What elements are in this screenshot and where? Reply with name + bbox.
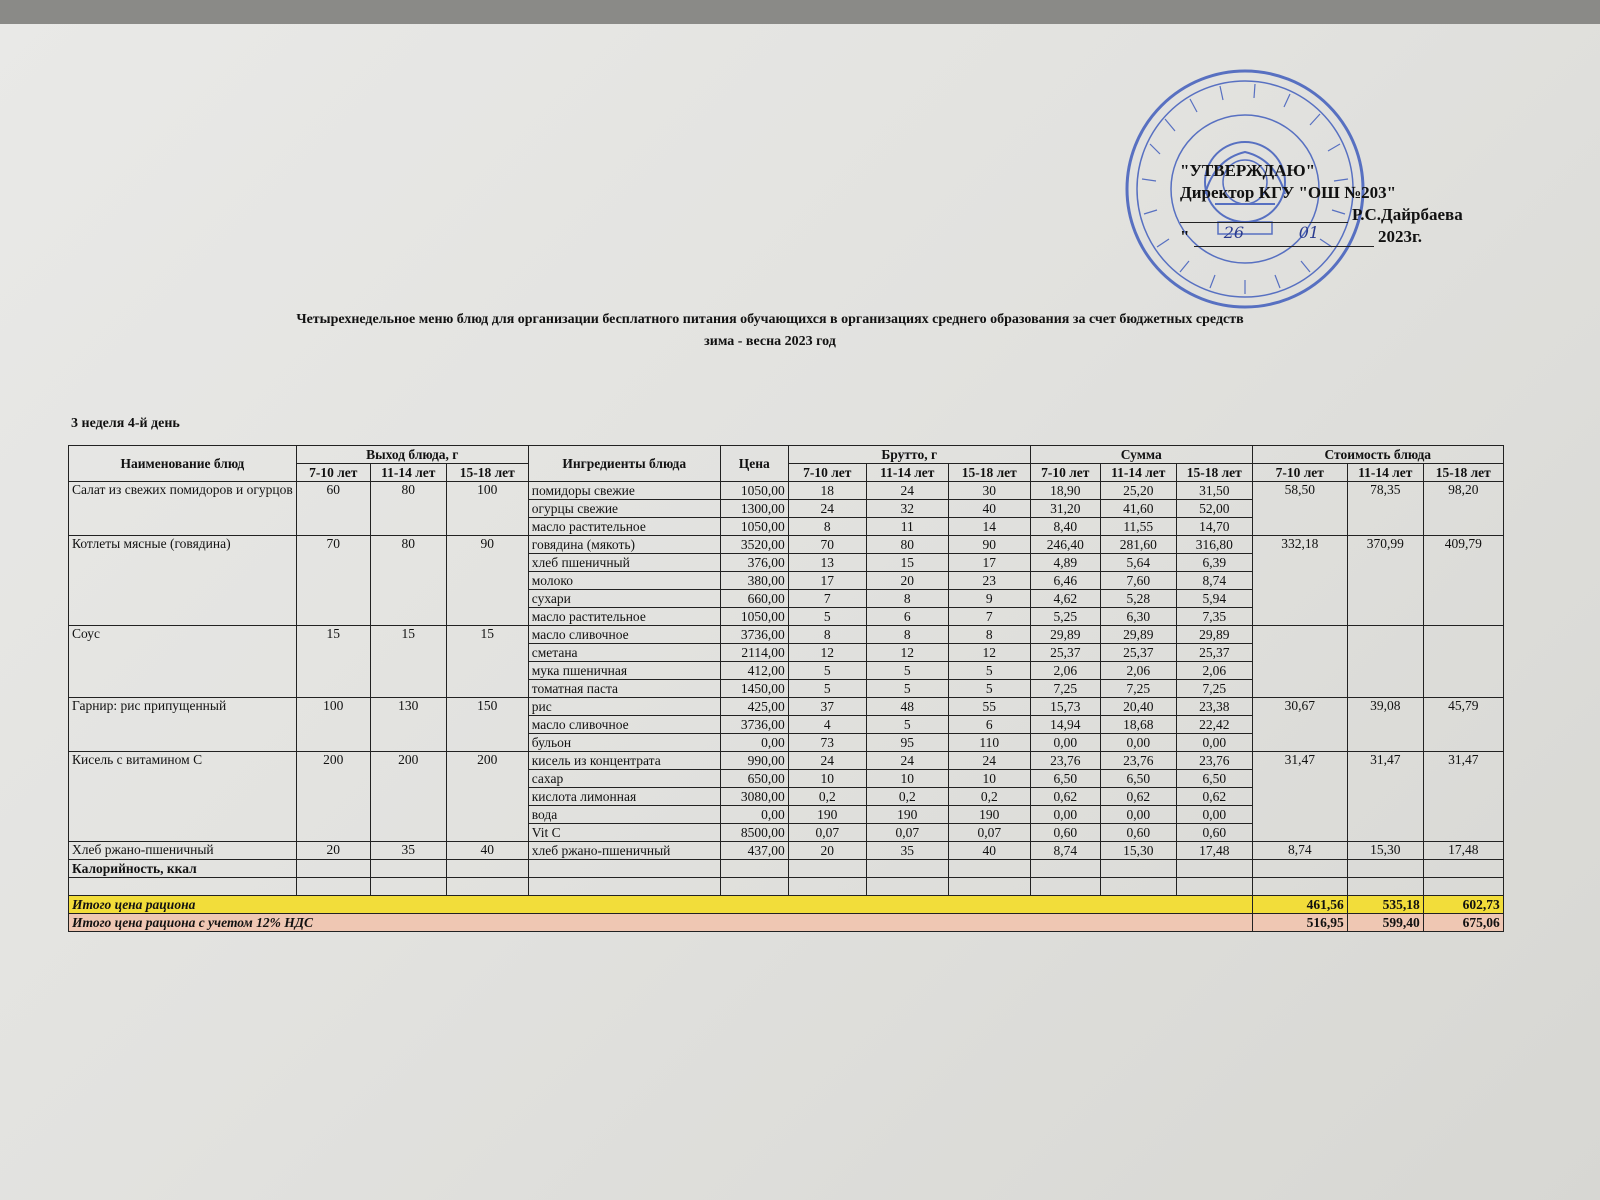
dish-output: 70 [296, 536, 370, 626]
week-day-label: 3 неделя 4-й день [71, 416, 180, 431]
empty-cell [1252, 878, 1347, 896]
ingredient-gross: 24 [788, 752, 866, 770]
ingredient-name: масло растительное [528, 518, 720, 536]
empty-cell [370, 878, 446, 896]
ingredient-gross: 10 [788, 770, 866, 788]
ingredient-sum: 5,94 [1176, 590, 1252, 608]
ingredient-price: 3080,00 [720, 788, 788, 806]
spacer-row [69, 878, 1504, 896]
ingredient-gross: 11 [866, 518, 948, 536]
ingredient-gross: 40 [948, 842, 1030, 860]
ingredient-sum: 14,94 [1030, 716, 1100, 734]
empty-cell [296, 860, 370, 878]
ingredient-sum: 25,37 [1030, 644, 1100, 662]
table-row [69, 536, 1504, 554]
total-value: 599,40 [1347, 914, 1423, 932]
empty-cell [1423, 878, 1503, 896]
header-price: Цена [720, 446, 788, 482]
ingredient-gross: 37 [788, 698, 866, 716]
ingredient-gross: 0,2 [866, 788, 948, 806]
ingredient-price: 437,00 [720, 842, 788, 860]
ingredient-sum: 8,40 [1030, 518, 1100, 536]
dish-cost: 58,50 [1252, 482, 1347, 536]
ingredient-gross: 35 [866, 842, 948, 860]
dish-cost: 370,99 [1347, 536, 1423, 626]
ingredient-sum: 0,62 [1030, 788, 1100, 806]
empty-cell [528, 860, 720, 878]
empty-cell [1030, 878, 1100, 896]
ingredient-sum: 2,06 [1100, 662, 1176, 680]
ingredient-sum: 7,25 [1100, 680, 1176, 698]
ingredient-name: сметана [528, 644, 720, 662]
dish-output: 200 [296, 752, 370, 842]
dish-output: 60 [296, 482, 370, 536]
approval-director: Директор КГУ "ОШ №203" [1180, 183, 1397, 202]
ingredient-sum: 25,37 [1176, 644, 1252, 662]
ingredient-gross: 24 [866, 482, 948, 500]
ingredient-gross: 90 [948, 536, 1030, 554]
header-age3: 15-18 лет [446, 464, 528, 482]
empty-cell [1100, 878, 1176, 896]
ingredient-sum: 18,68 [1100, 716, 1176, 734]
dish-output: 15 [446, 626, 528, 698]
dish-cost [1347, 626, 1423, 698]
ingredient-gross: 4 [788, 716, 866, 734]
ingredient-gross: 0,07 [866, 824, 948, 842]
ingredient-gross: 0,2 [788, 788, 866, 806]
table-row [69, 482, 1504, 500]
ingredient-gross: 48 [866, 698, 948, 716]
ingredient-price: 990,00 [720, 752, 788, 770]
ingredient-gross: 10 [948, 770, 1030, 788]
ingredient-gross: 190 [866, 806, 948, 824]
ingredient-sum: 7,35 [1176, 608, 1252, 626]
dish-cost: 30,67 [1252, 698, 1347, 752]
dish-output: 100 [296, 698, 370, 752]
ingredient-sum: 0,60 [1100, 824, 1176, 842]
ingredient-price: 3520,00 [720, 536, 788, 554]
ingredient-gross: 12 [866, 644, 948, 662]
ingredient-sum: 0,60 [1176, 824, 1252, 842]
signature-line [1180, 222, 1348, 223]
ingredient-sum: 8,74 [1030, 842, 1100, 860]
ingredient-name: масло сливочное [528, 626, 720, 644]
ingredient-sum: 0,00 [1100, 806, 1176, 824]
dish-cost: 17,48 [1423, 842, 1503, 860]
dish-cost: 39,08 [1347, 698, 1423, 752]
header-age3: 15-18 лет [1423, 464, 1503, 482]
dish-name: Салат из свежих помидоров и огурцов [69, 482, 297, 536]
table-row [69, 698, 1504, 716]
calories-row [69, 860, 1504, 878]
ingredient-gross: 5 [788, 608, 866, 626]
ingredient-sum: 7,25 [1176, 680, 1252, 698]
header-gross: Брутто, г [788, 446, 1030, 464]
ingredient-gross: 8 [788, 626, 866, 644]
empty-cell [296, 878, 370, 896]
ingredient-sum: 6,46 [1030, 572, 1100, 590]
ingredient-gross: 80 [866, 536, 948, 554]
document-title [170, 309, 1370, 353]
header-age3: 15-18 лет [948, 464, 1030, 482]
ingredient-sum: 14,70 [1176, 518, 1252, 536]
ingredient-sum: 2,06 [1176, 662, 1252, 680]
empty-cell [788, 878, 866, 896]
ingredient-gross: 190 [948, 806, 1030, 824]
document-sheet [0, 24, 1600, 1200]
ingredient-gross: 55 [948, 698, 1030, 716]
table-row [69, 842, 1504, 860]
empty-cell [1252, 860, 1347, 878]
ingredient-sum: 6,50 [1100, 770, 1176, 788]
ingredient-gross: 7 [788, 590, 866, 608]
ingredient-sum: 5,28 [1100, 590, 1176, 608]
dish-output: 80 [370, 536, 446, 626]
ingredient-sum: 20,40 [1100, 698, 1176, 716]
ingredient-price: 2114,00 [720, 644, 788, 662]
header-age2: 11-14 лет [1100, 464, 1176, 482]
ingredient-sum: 29,89 [1100, 626, 1176, 644]
ingredient-sum: 23,38 [1176, 698, 1252, 716]
header-age1: 7-10 лет [1030, 464, 1100, 482]
total-value: 602,73 [1423, 896, 1503, 914]
empty-cell [866, 878, 948, 896]
ingredient-gross: 9 [948, 590, 1030, 608]
dish-output: 35 [370, 842, 446, 860]
dish-cost: 78,35 [1347, 482, 1423, 536]
ingredient-name: говядина (мякоть) [528, 536, 720, 554]
header-age1: 7-10 лет [788, 464, 866, 482]
dish-cost: 31,47 [1347, 752, 1423, 842]
ingredient-name: вода [528, 806, 720, 824]
ingredient-sum: 316,80 [1176, 536, 1252, 554]
approval-name: Р.С.Дайрбаева [1352, 205, 1463, 224]
ingredient-name: сахар [528, 770, 720, 788]
ingredient-sum: 29,89 [1030, 626, 1100, 644]
total-value: 461,56 [1252, 896, 1347, 914]
ingredient-gross: 17 [948, 554, 1030, 572]
header-cost: Стоимость блюда [1252, 446, 1503, 464]
dish-name: Гарнир: рис припущенный [69, 698, 297, 752]
ingredient-gross: 8 [948, 626, 1030, 644]
ingredient-sum: 31,50 [1176, 482, 1252, 500]
ingredient-sum: 0,00 [1176, 806, 1252, 824]
ingredient-sum: 15,30 [1100, 842, 1176, 860]
date-quote: " [1180, 227, 1190, 246]
ingredient-price: 1050,00 [720, 608, 788, 626]
ingredient-sum: 15,73 [1030, 698, 1100, 716]
header-age1: 7-10 лет [296, 464, 370, 482]
ingredient-gross: 30 [948, 482, 1030, 500]
ingredient-sum: 0,62 [1100, 788, 1176, 806]
dish-cost: 409,79 [1423, 536, 1503, 626]
ingredient-price: 1450,00 [720, 680, 788, 698]
ingredient-name: масло растительное [528, 608, 720, 626]
empty-cell [69, 878, 297, 896]
ingredient-price: 8500,00 [720, 824, 788, 842]
ingredient-gross: 20 [788, 842, 866, 860]
empty-cell [446, 860, 528, 878]
ingredient-sum: 41,60 [1100, 500, 1176, 518]
header-sum: Сумма [1030, 446, 1252, 464]
ingredient-sum: 5,64 [1100, 554, 1176, 572]
ingredient-sum: 25,20 [1100, 482, 1176, 500]
ingredient-gross: 24 [788, 500, 866, 518]
empty-cell [948, 878, 1030, 896]
ingredient-sum: 31,20 [1030, 500, 1100, 518]
ingredient-gross: 5 [866, 680, 948, 698]
ingredient-price: 0,00 [720, 734, 788, 752]
ingredient-price: 1050,00 [720, 518, 788, 536]
ingredient-gross: 12 [788, 644, 866, 662]
header-dish: Наименование блюд [69, 446, 297, 482]
ingredient-sum: 23,76 [1100, 752, 1176, 770]
ingredient-gross: 5 [788, 662, 866, 680]
ingredient-gross: 7 [948, 608, 1030, 626]
ingredient-gross: 8 [866, 626, 948, 644]
ingredient-price: 376,00 [720, 554, 788, 572]
dish-output: 200 [370, 752, 446, 842]
dish-name: Хлеб ржано-пшеничный [69, 842, 297, 860]
ingredient-gross: 20 [866, 572, 948, 590]
ingredient-gross: 0,07 [948, 824, 1030, 842]
empty-cell [866, 860, 948, 878]
ingredient-gross: 110 [948, 734, 1030, 752]
dish-cost: 31,47 [1252, 752, 1347, 842]
dish-output: 15 [296, 626, 370, 698]
menu-table [68, 445, 1504, 932]
header-age3: 15-18 лет [1176, 464, 1252, 482]
header-age2: 11-14 лет [1347, 464, 1423, 482]
dish-name: Соус [69, 626, 297, 698]
ingredient-gross: 8 [866, 590, 948, 608]
ingredient-price: 1300,00 [720, 500, 788, 518]
dish-output: 150 [446, 698, 528, 752]
ingredient-name: томатная паста [528, 680, 720, 698]
ingredient-gross: 5 [788, 680, 866, 698]
ingredient-price: 650,00 [720, 770, 788, 788]
ingredient-sum: 0,60 [1030, 824, 1100, 842]
ingredient-gross: 24 [866, 752, 948, 770]
ingredient-sum: 4,62 [1030, 590, 1100, 608]
empty-cell [1423, 860, 1503, 878]
ingredient-sum: 23,76 [1176, 752, 1252, 770]
empty-cell [1347, 860, 1423, 878]
dish-output: 130 [370, 698, 446, 752]
ingredient-gross: 5 [866, 662, 948, 680]
dish-cost: 15,30 [1347, 842, 1423, 860]
ingredient-gross: 190 [788, 806, 866, 824]
approval-heading: "УТВЕРЖДАЮ" [1180, 161, 1316, 180]
ingredient-gross: 10 [866, 770, 948, 788]
ingredient-name: рис [528, 698, 720, 716]
dish-output: 20 [296, 842, 370, 860]
table-row [69, 626, 1504, 644]
dish-output: 100 [446, 482, 528, 536]
approval-date [1180, 222, 1423, 248]
empty-cell [528, 878, 720, 896]
ingredient-name: кисель из концентрата [528, 752, 720, 770]
ingredient-gross: 0,07 [788, 824, 866, 842]
ingredient-sum: 52,00 [1176, 500, 1252, 518]
ingredient-name: помидоры свежие [528, 482, 720, 500]
ingredient-gross: 32 [866, 500, 948, 518]
ingredient-name: мука пшеничная [528, 662, 720, 680]
ingredient-name: молоко [528, 572, 720, 590]
ingredient-name: масло сливочное [528, 716, 720, 734]
ingredient-price: 660,00 [720, 590, 788, 608]
ingredient-gross: 0,2 [948, 788, 1030, 806]
dish-output: 80 [370, 482, 446, 536]
ingredient-name: огурцы свежие [528, 500, 720, 518]
handwritten-month: 01 [1298, 222, 1320, 242]
total-label: Итого цена рациона [69, 896, 1253, 914]
header-age2: 11-14 лет [370, 464, 446, 482]
ingredient-gross: 6 [866, 608, 948, 626]
ingredient-gross: 12 [948, 644, 1030, 662]
ingredient-gross: 13 [788, 554, 866, 572]
dish-cost: 98,20 [1423, 482, 1503, 536]
ingredient-sum: 6,50 [1030, 770, 1100, 788]
ingredient-price: 380,00 [720, 572, 788, 590]
empty-cell [720, 878, 788, 896]
empty-cell [446, 878, 528, 896]
ingredient-name: хлеб ржано-пшеничный [528, 842, 720, 860]
handwritten-day: 26 [1223, 222, 1245, 242]
dish-cost: 31,47 [1423, 752, 1503, 842]
ingredient-name: бульон [528, 734, 720, 752]
ingredient-price: 3736,00 [720, 716, 788, 734]
empty-cell [1030, 860, 1100, 878]
empty-cell [1176, 878, 1252, 896]
ingredient-gross: 24 [948, 752, 1030, 770]
ingredient-gross: 14 [948, 518, 1030, 536]
ingredient-gross: 5 [948, 680, 1030, 698]
total-value: 535,18 [1347, 896, 1423, 914]
date-year: 2023г. [1377, 227, 1423, 246]
title-line-1: Четырехнедельное меню блюд для организации бесплатного питания обучающихся в организациях среднего образования за счет бюджетных средств [296, 312, 1244, 327]
ingredient-sum: 0,00 [1030, 734, 1100, 752]
ingredient-sum: 2,06 [1030, 662, 1100, 680]
calories-label: Калорийность, ккал [69, 860, 297, 878]
dish-cost: 332,18 [1252, 536, 1347, 626]
ingredient-gross: 73 [788, 734, 866, 752]
ingredient-gross: 15 [866, 554, 948, 572]
empty-cell [720, 860, 788, 878]
ingredient-sum: 0,00 [1100, 734, 1176, 752]
ingredient-gross: 40 [948, 500, 1030, 518]
ingredient-gross: 95 [866, 734, 948, 752]
ingredient-sum: 6,30 [1100, 608, 1176, 626]
ingredient-sum: 6,50 [1176, 770, 1252, 788]
header-age2: 11-14 лет [866, 464, 948, 482]
ingredient-name: хлеб пшеничный [528, 554, 720, 572]
ingredient-sum: 7,60 [1100, 572, 1176, 590]
empty-cell [1347, 878, 1423, 896]
ingredient-sum: 29,89 [1176, 626, 1252, 644]
empty-cell [370, 860, 446, 878]
ingredient-gross: 5 [948, 662, 1030, 680]
ingredient-gross: 8 [788, 518, 866, 536]
dish-output: 40 [446, 842, 528, 860]
total-value: 675,06 [1423, 914, 1503, 932]
ingredient-sum: 281,60 [1100, 536, 1176, 554]
ingredient-sum: 23,76 [1030, 752, 1100, 770]
dish-cost [1252, 626, 1347, 698]
ingredient-gross: 5 [866, 716, 948, 734]
total-value: 516,95 [1252, 914, 1347, 932]
header-age1: 7-10 лет [1252, 464, 1347, 482]
ingredient-sum: 6,39 [1176, 554, 1252, 572]
ingredient-sum: 18,90 [1030, 482, 1100, 500]
ingredient-price: 3736,00 [720, 626, 788, 644]
ingredient-sum: 4,89 [1030, 554, 1100, 572]
dish-output: 200 [446, 752, 528, 842]
dish-name: Кисель с витамином С [69, 752, 297, 842]
ingredient-sum: 25,37 [1100, 644, 1176, 662]
empty-cell [1100, 860, 1176, 878]
total-label: Итого цена рациона с учетом 12% НДС [69, 914, 1253, 932]
ingredient-price: 1050,00 [720, 482, 788, 500]
ingredient-sum: 7,25 [1030, 680, 1100, 698]
title-line-2: зима - весна 2023 год [704, 334, 836, 349]
table-row [69, 752, 1504, 770]
empty-cell [788, 860, 866, 878]
ingredient-name: Vit C [528, 824, 720, 842]
ingredient-name: кислота лимонная [528, 788, 720, 806]
dish-name: Котлеты мясные (говядина) [69, 536, 297, 626]
header-ingredients: Ингредиенты блюда [528, 446, 720, 482]
empty-cell [948, 860, 1030, 878]
ingredient-gross: 70 [788, 536, 866, 554]
ingredient-gross: 18 [788, 482, 866, 500]
date-line [1194, 222, 1374, 247]
background-surface [0, 0, 1600, 24]
ingredient-sum: 17,48 [1176, 842, 1252, 860]
dish-output: 15 [370, 626, 446, 698]
ingredient-price: 412,00 [720, 662, 788, 680]
ingredient-sum: 5,25 [1030, 608, 1100, 626]
ingredient-sum: 22,42 [1176, 716, 1252, 734]
dish-cost [1423, 626, 1503, 698]
dish-cost: 8,74 [1252, 842, 1347, 860]
dish-output: 90 [446, 536, 528, 626]
ingredient-gross: 6 [948, 716, 1030, 734]
ingredient-sum: 8,74 [1176, 572, 1252, 590]
empty-cell [1176, 860, 1252, 878]
ingredient-price: 0,00 [720, 806, 788, 824]
ingredient-gross: 23 [948, 572, 1030, 590]
ingredient-sum: 0,00 [1030, 806, 1100, 824]
ingredient-gross: 17 [788, 572, 866, 590]
ingredient-name: сухари [528, 590, 720, 608]
ingredient-sum: 0,62 [1176, 788, 1252, 806]
total-vat-row [69, 914, 1504, 932]
ingredient-sum: 11,55 [1100, 518, 1176, 536]
ingredient-price: 425,00 [720, 698, 788, 716]
ingredient-sum: 246,40 [1030, 536, 1100, 554]
ingredient-sum: 0,00 [1176, 734, 1252, 752]
header-output: Выход блюда, г [296, 446, 528, 464]
total-row [69, 896, 1504, 914]
dish-cost: 45,79 [1423, 698, 1503, 752]
